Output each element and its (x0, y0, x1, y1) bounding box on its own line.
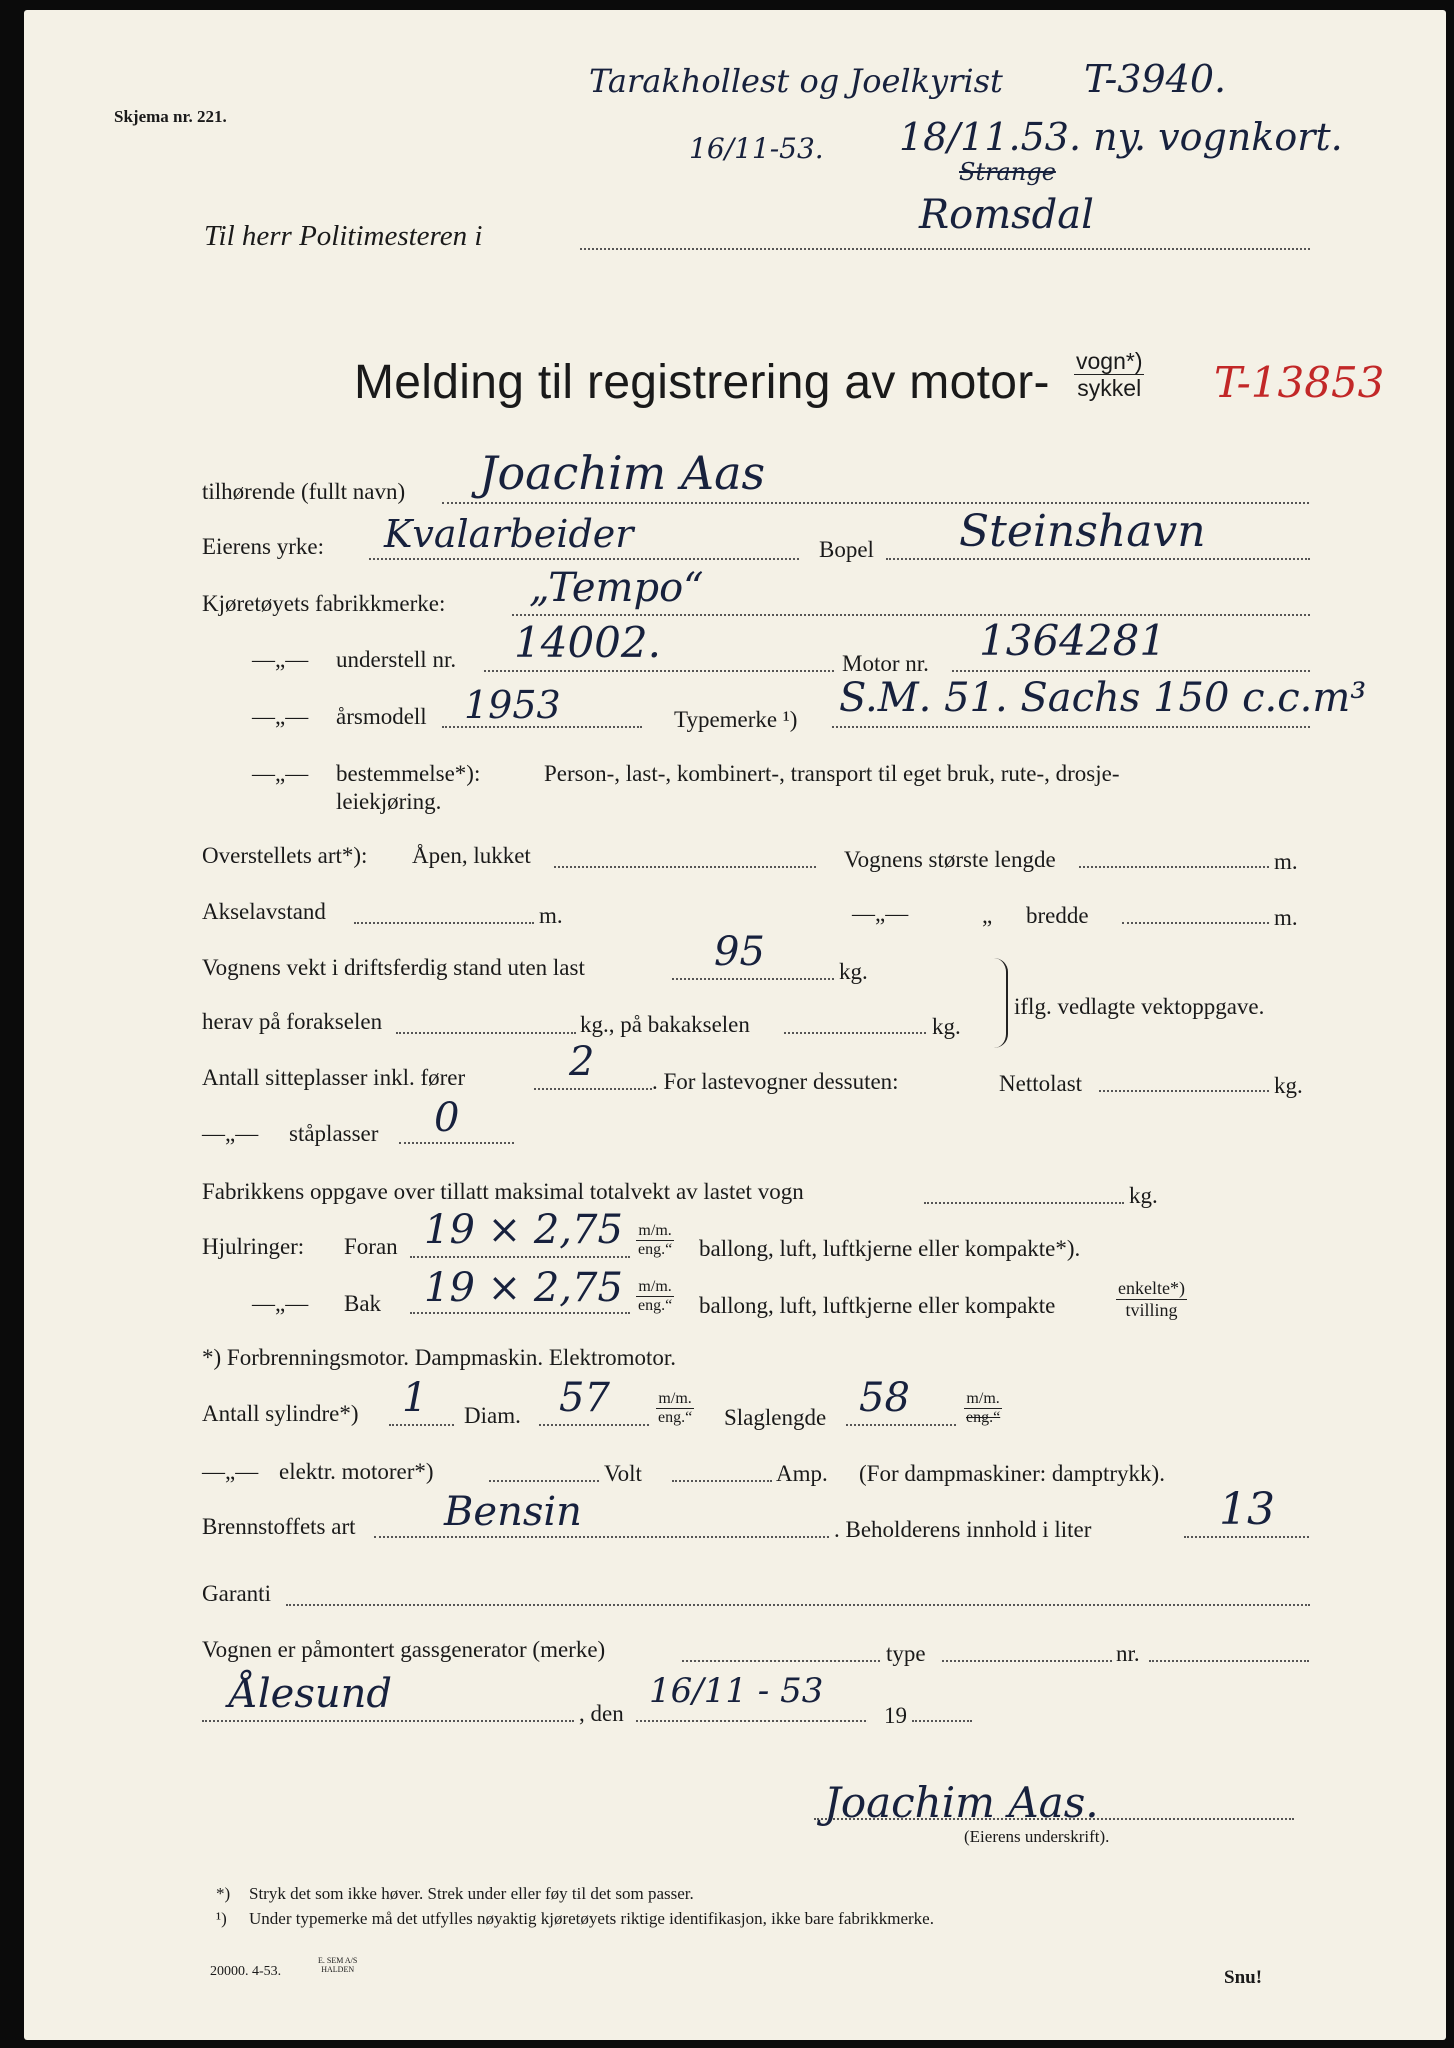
rear-rims-label: Bak (344, 1291, 382, 1316)
handwritten-date-right: 18/11.53. ny. vognkort. (899, 115, 1343, 159)
rear-axle-label: kg., på bakakselen (580, 1012, 750, 1037)
tank-capacity-value: 13 (1219, 1484, 1275, 1535)
curb-weight-value: 95 (714, 929, 765, 975)
trucks-label: . For lastevogner dessuten: (652, 1069, 899, 1094)
registration-number-top: T-3940. (1084, 57, 1227, 101)
make-label: Kjøretøyets fabrikkmerke: (202, 591, 446, 616)
rear-rims-value: 19 × 2,75 (424, 1265, 623, 1311)
bore-value: 57 (559, 1375, 610, 1421)
ditto-mark: —„— (252, 704, 309, 729)
unit-mm-inch: m/m. eng.“ (658, 1390, 693, 1427)
unit-kg: kg. (1129, 1183, 1158, 1208)
amp-label: Amp. (776, 1461, 828, 1486)
curb-weight-label: Vognens vekt i driftsferdig stand uten last (202, 955, 585, 980)
engine-types: *) Forbrenningsmotor. Dampmaskin. Elektromotor. (202, 1345, 677, 1370)
tire-type-front: ballong, luft, luftkjerne eller kompakte*). (699, 1236, 1081, 1261)
standing-value: 0 (434, 1095, 460, 1141)
purpose-options: Person-, last-, kombinert-, transport til eget bruk, rute-, drosje- (544, 761, 1120, 786)
purpose-options-cont: leiekjøring. (336, 789, 442, 814)
signature-label: (Eierens underskrift). (964, 1827, 1110, 1846)
unit-meter: m. (1274, 905, 1298, 930)
footnote-mark: *) (216, 1884, 231, 1903)
date-value: 16/11 - 53 (649, 1671, 824, 1711)
motor-label: Motor nr. (842, 651, 929, 676)
single-or-twin: enkelte*) tvilling (1118, 1278, 1185, 1320)
registration-number: T-13853 (1214, 358, 1385, 407)
motor-value: 1364281 (979, 616, 1167, 665)
purpose-label: bestemmelse*): (336, 761, 481, 786)
printer-name: E. SEM A/S HALDEN (318, 1956, 358, 1974)
stroke-value: 58 (859, 1375, 910, 1421)
type-label: Typemerke ¹) (674, 707, 798, 732)
occupation-value: Kvalarbeider (384, 512, 634, 556)
ditto-mark: —„— (852, 901, 909, 926)
front-axle-label: herav på forakselen (202, 1009, 383, 1034)
form-title: Melding til registrering av motor- (354, 356, 1050, 409)
handwritten-date-left: 16/11-53. (689, 132, 824, 165)
max-total-weight-label: Fabrikkens oppgave over tillatt maksimal totalvekt av lastet vogn (202, 1179, 804, 1204)
struck-handwritten-word: Strange (959, 158, 1056, 186)
footnote-2: Under typemerke må det utfylles nøyaktig kjøretøyets riktige identifikasjon, ikke bare fabrikkmerke. (249, 1909, 934, 1928)
date-label: , den (579, 1701, 624, 1726)
guarantee-label: Garanti (202, 1581, 271, 1606)
unit-kg: kg. (1274, 1073, 1303, 1098)
front-rims-value: 19 × 2,75 (424, 1207, 623, 1253)
volt-label: Volt (604, 1461, 642, 1486)
unit-mm-inch: m/m. eng.“ (638, 1278, 673, 1315)
body-type-label: Overstellets art*): (202, 843, 368, 868)
print-code: 20000. 4-53. (210, 1964, 282, 1979)
fuel-value: Bensin (444, 1489, 582, 1535)
ditto-mark: —„— (202, 1459, 259, 1484)
steam-pressure-label: (For dampmaskiner: damptrykk). (859, 1461, 1165, 1486)
type-value: S.M. 51. Sachs 150 c.c.m³ (839, 675, 1367, 721)
ditto-mark: „ (982, 903, 993, 928)
full-name-value: Joachim Aas (479, 446, 766, 500)
form-number: Skjema nr. 221. (114, 107, 227, 126)
standing-label: ståplasser (289, 1121, 379, 1146)
width-label: bredde (1026, 903, 1089, 928)
max-length-label: Vognens største lengde (844, 847, 1056, 872)
owner-signature: Joachim Aas. (824, 1778, 1099, 1827)
addressee-value: Romsdal (919, 192, 1094, 238)
tank-capacity-label: . Beholderens innhold i liter (834, 1517, 1092, 1542)
unit-kg: kg. (932, 1014, 961, 1039)
stroke-label: Slaglengde (724, 1405, 827, 1430)
residence-label: Bopel (819, 537, 874, 562)
place-value: Ålesund (229, 1671, 393, 1717)
year-label: årsmodell (336, 704, 427, 729)
electric-motors-label: elektr. motorer*) (279, 1459, 434, 1484)
residence-value: Steinshavn (959, 506, 1206, 557)
full-name-label: tilhørende (fullt navn) (202, 479, 406, 504)
handwritten-note-top: Tarakhollest og Joelkyrist (589, 62, 1003, 100)
unit-kg: kg. (839, 959, 868, 984)
fuel-label: Brennstoffets art (202, 1514, 356, 1539)
net-load-label: Nettolast (999, 1071, 1083, 1096)
chassis-value: 14002. (514, 618, 661, 667)
brace (992, 958, 1008, 1048)
ditto-mark: —„— (252, 647, 309, 672)
gas-generator-label: Vognen er påmontert gassgenerator (merke) (202, 1637, 606, 1662)
gas-nr-label: nr. (1116, 1641, 1140, 1666)
make-value: „Tempo“ (529, 565, 704, 611)
ditto-mark: —„— (202, 1121, 259, 1146)
year-prefix: 19 (884, 1703, 907, 1728)
addressee-line (580, 248, 1310, 250)
bore-label: Diam. (464, 1403, 521, 1428)
body-type-options: Åpen, lukket (412, 843, 531, 868)
year-value: 1953 (464, 683, 561, 727)
turn-over-label: Snu! (1224, 1967, 1263, 1988)
weight-cert-note: iflg. vedlagte vektoppgave. (1014, 994, 1265, 1019)
wheelbase-label: Akselavstand (202, 899, 326, 924)
cylinders-value: 1 (402, 1375, 428, 1421)
unit-meter: m. (539, 903, 563, 928)
gas-type-label: type (886, 1641, 926, 1666)
addressee-label: Til herr Politimesteren i (204, 220, 483, 252)
cylinders-label: Antall sylindre*) (202, 1401, 359, 1426)
unit-meter: m. (1274, 849, 1298, 874)
unit-mm-inch: m/m. eng.“ (966, 1390, 1001, 1427)
ditto-mark: —„— (252, 761, 309, 786)
seats-label: Antall sitteplasser inkl. fører (202, 1065, 466, 1090)
chassis-label: understell nr. (336, 647, 457, 672)
ditto-mark: —„— (252, 1291, 309, 1316)
occupation-label: Eierens yrke: (202, 534, 324, 559)
rims-label: Hjulringer: (202, 1234, 305, 1259)
footnote-1: Stryk det som ikke høver. Strek under eller føy til det som passer. (249, 1884, 694, 1903)
tire-type-rear: ballong, luft, luftkjerne eller kompakte (699, 1293, 1056, 1318)
form-paper (24, 10, 1446, 2040)
seats-value: 2 (569, 1039, 595, 1085)
front-rims-label: Foran (344, 1234, 398, 1259)
footnote-mark: ¹) (216, 1909, 227, 1928)
unit-mm-inch: m/m. eng.“ (638, 1222, 673, 1259)
title-vehicle-type: vogn*) sykkel (1076, 348, 1143, 402)
